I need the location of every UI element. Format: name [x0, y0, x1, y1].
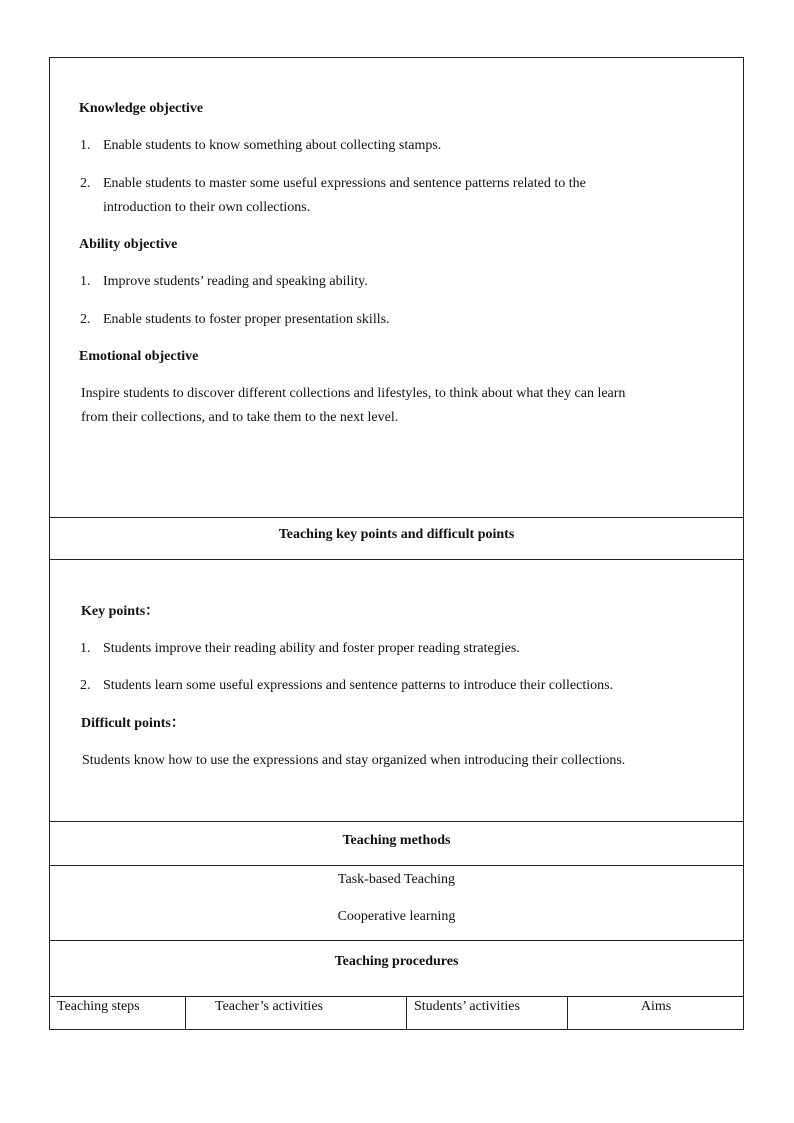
list-item: Students improve their reading ability and foster proper reading strategies. — [103, 641, 520, 656]
row-divider — [50, 940, 743, 941]
list-item: Enable students to foster proper presentation skills. — [103, 312, 390, 327]
teaching-procedures-header: Teaching procedures — [334, 954, 459, 969]
column-header-teaching-steps: Teaching steps — [57, 999, 140, 1014]
row-divider — [50, 559, 743, 560]
column-divider — [185, 996, 186, 1029]
list-item: Students learn some useful expressions and sentence patterns to introduce their collections. — [103, 678, 614, 693]
knowledge-objective-heading: Knowledge objective — [79, 101, 204, 116]
list-number: 1. — [80, 641, 91, 656]
column-header-aims: Aims — [640, 999, 672, 1014]
list-number: 1. — [80, 138, 91, 153]
list-number: 2. — [80, 678, 91, 693]
column-header-student-activities: Students’ activities — [414, 999, 520, 1014]
row-divider — [50, 996, 743, 997]
list-number: 2. — [80, 312, 91, 327]
teaching-methods-header: Teaching methods — [342, 833, 451, 848]
key-points-heading: Key points： — [81, 604, 160, 619]
list-number: 1. — [80, 274, 91, 289]
key-points-section-header: Teaching key points and difficult points — [278, 527, 515, 542]
row-divider — [50, 517, 743, 518]
paragraph-line: Inspire students to discover different collections and lifestyles, to think about what they can learn — [81, 386, 626, 401]
ability-objective-heading: Ability objective — [79, 237, 178, 252]
paragraph-line: from their collections, and to take them to the next level. — [81, 410, 399, 425]
method-item: Cooperative learning — [337, 909, 456, 924]
row-divider — [50, 865, 743, 866]
list-item-continuation: introduction to their own collections. — [103, 200, 311, 215]
row-divider — [50, 821, 743, 822]
method-item: Task-based Teaching — [337, 872, 456, 887]
list-item: Enable students to know something about collecting stamps. — [103, 138, 442, 153]
emotional-objective-heading: Emotional objective — [79, 349, 199, 364]
difficult-points-heading: Difficult points： — [81, 716, 185, 731]
lesson-plan-table — [49, 57, 744, 1030]
list-item: Improve students’ reading and speaking ability. — [103, 274, 368, 289]
list-number: 2. — [80, 176, 91, 191]
list-item: Enable students to master some useful expressions and sentence patterns related to the — [103, 176, 586, 191]
column-header-teacher-activities: Teacher’s activities — [215, 999, 323, 1014]
paragraph-line: Students know how to use the expressions and stay organized when introducing their collections. — [82, 753, 626, 768]
column-divider — [406, 996, 407, 1029]
